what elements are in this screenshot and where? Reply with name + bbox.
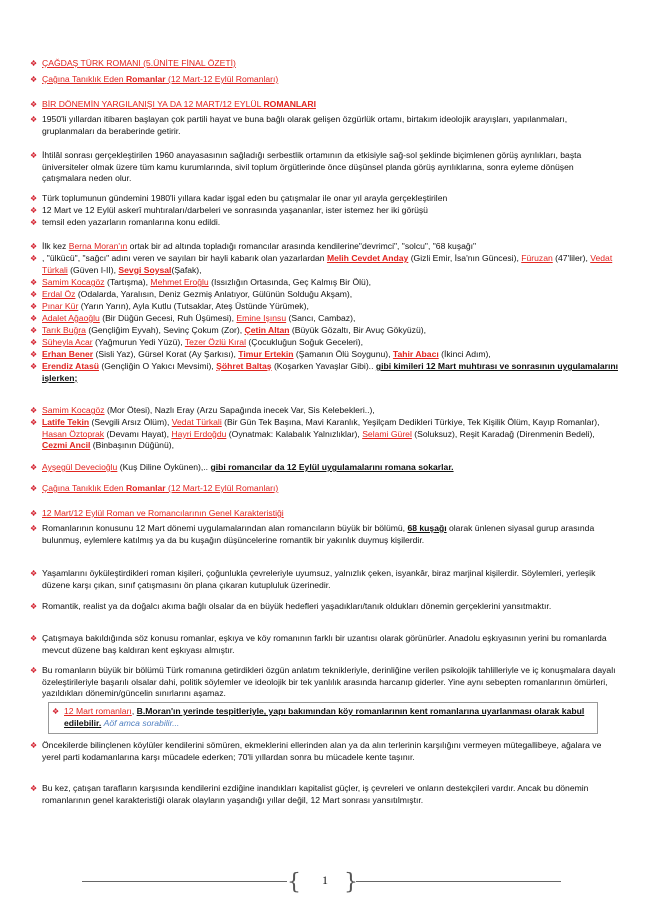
diamond-bullet-icon: ❖ (30, 509, 38, 518)
text-run: Romantik, realist ya da doğalcı akıma bağlı olsalar da en büyük hedefleri yaşadıkları/tanık oldukları dönemin gerçeklerini yansıtmaktır. (42, 601, 552, 611)
text-run: (Şamanın Ölü Soygunu), (293, 349, 393, 359)
text-run: Öncekilerde bilinçlenen köylüler kendilerini sömüren, ekmeklerini ellerinden alan ya da alın terlerinin karşılığını vermeyen mütegallibeye, ağalara ve yerel parti kodamanlarına karşı mücadele ederken; 70'li yıllardan sonra bu mücadele kente taşınır. (42, 740, 602, 762)
diamond-bullet-icon: ❖ (30, 524, 38, 533)
highlighted-text: BİR DÖNEMİN YARGILANIŞI YA DA 12 MART/12 EYLÜL (42, 99, 264, 109)
diamond-bullet-icon: ❖ (30, 115, 38, 124)
diamond-bullet-icon: ❖ (52, 707, 60, 716)
bullet-text (42, 150, 620, 185)
text-run: (Güven I-II), (67, 264, 119, 275)
text-run: (Yağmurun Yedi Yüzü), (92, 337, 185, 347)
bullet-text (42, 405, 620, 417)
bullet-item (30, 193, 620, 205)
diamond-bullet-icon: ❖ (30, 326, 38, 335)
bullet-text (42, 205, 620, 217)
diamond-bullet-icon: ❖ (30, 59, 38, 68)
highlighted-text: Tezer Özlü Kıral (184, 337, 246, 347)
bullet-item (30, 74, 620, 86)
diamond-bullet-icon: ❖ (30, 278, 38, 287)
text-run: Türk toplumunun gündemini 1980'li yıllara kadar işgal eden bu çatışmalar ile onar yıl arayla gerçekleştirilen (42, 193, 448, 203)
bullet-item (30, 483, 620, 495)
highlighted-text: Erhan Bener (42, 349, 94, 359)
bullet-text (42, 361, 620, 384)
text-run: Çatışmaya bakıldığında söz konusu romanlar, eşkıya ve köy romanının farklı bir uzantısı olarak görünürler. Anadolu eşkıyasının yerini bu romanlarda mevcut düzene baş kaldıran kent eşkıyası almıştır. (42, 633, 607, 655)
diamond-bullet-icon: ❖ (30, 206, 38, 215)
bullet-text (42, 462, 620, 474)
text-run: (Devamı Hayat), (104, 428, 172, 439)
text-run: olarak ünlenen siyasal gurup arasında bulunmuş, eylemlere katılmış ya da bu kuşağın düşüncelerine romantik bir yakınlık duymuş kişilerdir. (42, 523, 595, 545)
bullet-item (52, 706, 620, 729)
bullet-text (42, 241, 620, 253)
bullet-item (30, 217, 620, 229)
text-run: (Gençliğim Eyvah), Sevinç Çokum (Zor), (85, 325, 245, 335)
diamond-bullet-icon: ❖ (30, 666, 38, 675)
text-run: (Oynatmak: Kalabalık Yalnızlıklar), (226, 428, 363, 439)
diamond-bullet-icon: ❖ (30, 194, 38, 203)
bullet-text (42, 633, 620, 656)
bullet-text (42, 325, 620, 337)
footer-brace-left: { (287, 870, 301, 895)
highlighted-text: Çetin Altan (244, 325, 290, 335)
text-run: İhtilâl sonrası gerçekleştirilen 1960 anayasasının sağladığı serbestlik ortamının da etkisiyle sağ-sol şeklinde biçimlenen görüş ayrılıkları, başta üniversiteler olmak üzere tüm kamu kurumlarında, sivil toplum örgütlerinde önce düşünsel planda görüş ayrılıklarına, sonra eyleme dönüşen çatışmalara neden olur. (42, 150, 582, 184)
bullet-item (30, 508, 620, 520)
highlighted-text: Tarık Buğra (42, 325, 86, 335)
highlighted-text: Hasan Öztoprak (42, 428, 105, 439)
bullet-text (42, 277, 620, 289)
text-run: 1950'li yıllardan itibaren başlayan çok partili hayat ve buna bağlı olarak gelişen özgürlük ortamı, birtakım ideolojik arayışları, yapılanmaları, gruplanmaları da beraberinde getirir. (42, 114, 568, 136)
bullet-item (30, 349, 620, 361)
bullet-text (42, 217, 620, 229)
diamond-bullet-icon: ❖ (30, 463, 38, 472)
highlighted-text: gibi kimileri 12 Mart muhtırası ve sonrasının uygulamalarını işlerken; (42, 361, 618, 383)
bullet-item (30, 313, 620, 325)
highlighted-text: Romanlar (125, 74, 166, 84)
text-run: (Büyük Gözaltı, Bir Avuç Gökyüzü), (289, 325, 426, 335)
bullet-item (30, 405, 620, 417)
diamond-bullet-icon: ❖ (30, 406, 38, 415)
highlighted-text: Romanlar (125, 483, 166, 493)
highlighted-text: Melih Cevdet Anday (326, 253, 409, 263)
bullet-text (64, 706, 620, 729)
bullet-item (30, 417, 620, 452)
highlighted-text: ÇAĞDAŞ TÜRK ROMANI (5.ÜNİTE FİNAL ÖZETİ) (42, 58, 236, 68)
diamond-bullet-icon: ❖ (30, 75, 38, 84)
highlighted-text: gibi romancılar da 12 Eylül uygulamalarını romana sokarlar. (210, 462, 454, 472)
bullet-item (30, 462, 620, 474)
diamond-bullet-icon: ❖ (30, 100, 38, 109)
bullet-item (30, 601, 620, 613)
highlighted-text: Adalet Ağaoğlu (42, 313, 100, 323)
text-run: temsil eden yazarların romanlarına konu edildi. (42, 217, 221, 227)
highlighted-text: Pınar Kür (42, 301, 79, 311)
text-run: (Soluksuz), Reşit Karadağ (Direnmenin Bedeli), (411, 428, 595, 439)
highlighted-text: Süheyla Acar (42, 337, 93, 347)
text-run: (Odalarda, Yaralısın, Deniz Gezmiş Anlatıyor, Gülünün Solduğu Akşam), (75, 289, 353, 299)
text-run: İlk kez (42, 241, 69, 251)
bullet-item (30, 665, 620, 700)
text-run: (Mor Ötesi), Nazlı Eray (Arzu Sapağında inecek Var, Sis Kelebekleri..), (104, 405, 375, 415)
highlighted-text: 12 Mart romanları (64, 706, 132, 716)
highlighted-text: Vedat Türkali (171, 417, 222, 427)
bullet-text (42, 74, 620, 86)
bullet-text (42, 301, 620, 313)
text-run: (Yarın Yarın), Ayla Kutlu (Tutsaklar, Ateş Üstünde Yürümek), (78, 301, 309, 311)
highlighted-text: B.Moran'ın yerinde tespitleriyle, yapı bakımından köy romanlarının kent romanlarına uyarlanması olarak kabul edilebilir. (64, 706, 585, 728)
diamond-bullet-icon: ❖ (30, 418, 38, 427)
bullet-item (30, 337, 620, 349)
highlighted-text: (12 Mart-12 Eylül Romanları) (165, 483, 279, 493)
bullet-text (42, 253, 620, 276)
highlighted-text: Erendiz Atasü (42, 361, 99, 371)
highlighted-text: Hayri Erdoğdu (171, 428, 227, 439)
highlighted-text: 12 Mart/12 Eylül Roman ve Romancılarının Genel Karakteristiği (42, 508, 284, 518)
diamond-bullet-icon: ❖ (30, 569, 38, 578)
bullet-item (30, 99, 620, 111)
highlighted-text: Şöhret Baltaş (216, 361, 272, 371)
bullet-text (42, 568, 620, 591)
diamond-bullet-icon: ❖ (30, 602, 38, 611)
highlighted-text: Vedat Türkali (42, 253, 613, 275)
text-run: (Tartışma), (104, 277, 151, 287)
text-run: , "ülkücü", "sağcı" adını veren ve sayıları bir hayli kabarık olan yazarlardan (42, 253, 327, 263)
bullet-text (42, 523, 620, 546)
diamond-bullet-icon: ❖ (30, 314, 38, 323)
highlighted-text: Tahir Abacı (392, 349, 439, 359)
bullet-text (42, 508, 620, 520)
bullet-text (42, 313, 620, 325)
bullet-item (30, 277, 620, 289)
bullet-text (42, 483, 620, 495)
text-run: 12 Mart ve 12 Eylül askerî muhtıraları/darbeleri ve sonrasında yaşananlar, ister istemez her iki görüşü (42, 205, 428, 215)
bullet-text (42, 193, 620, 205)
text-run: Bu romanların büyük bir bölümü Türk romanına getirdikleri özgün anlatım teknikleriyle, derinliğine verilen psikolojik tahlilleriyle ve iç konuşmalara dayalı özeleştirileriyle başarılı olsalar dahi, politik söylemler ve ideolojik bir tek yanlılık arasında harcanıp giderler. Yine aynı sebepten romanlarının ömürleri, yazıldıkları dönemin/güncelin sınırlarını aşamaz. (42, 665, 616, 699)
highlighted-text: Samim Kocagöz (42, 405, 105, 415)
text-run: ortak bir ad altında topladığı romancılar arasında kendilerine"devrimci", "solcu", "68 kuşağı" (127, 241, 477, 251)
diamond-bullet-icon: ❖ (30, 290, 38, 299)
highlighted-text: Çağına Tanıklık Eden (42, 74, 126, 84)
text-run: (Bir Düğün Gecesi, Ruh Üşümesi), (99, 313, 237, 323)
bullet-item (30, 740, 620, 763)
highlighted-text: Erdal Öz (42, 289, 76, 299)
highlighted-text: Füruzan (521, 253, 553, 263)
highlighted-text: Samim Kocagöz (42, 277, 105, 287)
footer-brace-right: } (344, 870, 358, 895)
bullet-text (42, 337, 620, 349)
text-run: Bu kez, çatışan tarafların karşısında kendilerini ezdiğine inandıkları kapitalist güçler, iş çevreleri ve onların destekçileri vardır. Ancak bu dönemin romanlarının genel karakteristiği olarak olayların yaşandığı yıllar değil, 12 Mart sonrası yansıtılmıştır. (42, 783, 589, 805)
bullet-item (30, 783, 620, 806)
highlighted-text: Cezmi Ancil (42, 440, 91, 451)
highlighted-text: ROMANLARI (263, 99, 316, 109)
highlighted-text: Aöf amca sorabilir... (103, 717, 180, 728)
highlighted-text: Ayşegül Devecioğlu (42, 462, 118, 472)
diamond-bullet-icon: ❖ (30, 302, 38, 311)
text-run: (Sancı, Cambaz), (286, 313, 356, 323)
highlighted-text: Latife Tekin (42, 417, 90, 427)
bullet-item (30, 150, 620, 185)
text-run: (Kuş Diline Öykünen),.. (117, 462, 211, 472)
bullet-item (30, 253, 620, 276)
highlighted-text: Çağına Tanıklık Eden (42, 483, 126, 493)
bullet-item (30, 58, 620, 70)
diamond-bullet-icon: ❖ (30, 484, 38, 493)
highlighted-text: Selami Gürel (362, 428, 412, 439)
highlighted-text: Mehmet Eroğlu (150, 277, 209, 287)
bullet-item (30, 568, 620, 591)
diamond-bullet-icon: ❖ (30, 151, 38, 160)
bullet-text (42, 417, 620, 452)
bullet-text (42, 665, 620, 700)
bullet-item (30, 114, 620, 137)
diamond-bullet-icon: ❖ (30, 350, 38, 359)
diamond-bullet-icon: ❖ (30, 338, 38, 347)
text-run: (Gençliğin O Yakıcı Mevsimi), (98, 361, 217, 371)
diamond-bullet-icon: ❖ (30, 242, 38, 251)
text-run: (Koşarken Yavaşlar Gibi).. (271, 361, 376, 371)
diamond-bullet-icon: ❖ (30, 218, 38, 227)
text-run: (İkinci Adım), (438, 349, 491, 359)
text-run: (Şafak), (171, 264, 202, 275)
highlighted-text: Berna Moran'ın (68, 241, 128, 251)
diamond-bullet-icon: ❖ (30, 362, 38, 371)
bullet-item (30, 523, 620, 546)
text-run: (Issızlığın Ortasında, Geç Kalmış Bir Ölü), (208, 277, 372, 287)
text-run: , (131, 706, 137, 716)
text-run: (Bir Gün Tek Başına, Mavi Karanlık, Yeşilçam Dedikleri Türkiye, Tek Kişilik Ölüm, Kayıp Romanlar), (221, 417, 600, 427)
bullet-text (42, 783, 620, 806)
diamond-bullet-icon: ❖ (30, 254, 38, 263)
highlighted-text: (12 Mart-12 Eylül Romanları) (165, 74, 279, 84)
bullet-text (42, 114, 620, 137)
text-run: Yaşamlarını öyküleştirdikleri roman kişileri, çoğunlukla çevreleriyle uyumsuz, yalnızlık çeken, isyankâr, biraz marjinal kişilerdir. Söylemleri, yerleşik düzene karşı çıkan, sınıf çatışmasını ön plana çıkaran kutupluluk üzerinedir. (42, 568, 596, 590)
bullet-text (42, 740, 620, 763)
bullet-item (30, 633, 620, 656)
text-run: (Binbaşının Düğünü), (90, 440, 174, 451)
bullet-item (30, 361, 620, 384)
text-run: Romanlarının konusunu 12 Mart dönemi uygulamalarından alan romancıların büyük bir bölümü, (42, 523, 408, 533)
text-run: (Gizli Emir, İsa'nın Güncesi), (408, 253, 522, 263)
diamond-bullet-icon: ❖ (30, 634, 38, 643)
bullet-item (30, 205, 620, 217)
bullet-item (30, 289, 620, 301)
diamond-bullet-icon: ❖ (30, 784, 38, 793)
diamond-bullet-icon: ❖ (30, 741, 38, 750)
highlighted-text: Timur Ertekin (238, 349, 294, 359)
text-run: (47'liler), (552, 253, 591, 263)
bullet-text (42, 58, 620, 70)
bullet-text (42, 601, 620, 613)
highlighted-text: 68 kuşağı (407, 523, 447, 533)
highlighted-text: Emine Işınsu (236, 313, 287, 323)
text-run: (Çocukluğun Soğuk Geceleri), (246, 337, 364, 347)
text-run: (Sevgili Arsız Ölüm), (89, 417, 172, 427)
bullet-text (42, 289, 620, 301)
bullet-text (42, 349, 620, 361)
highlighted-text: Sevgi Soysal (118, 264, 172, 275)
bullet-text (42, 99, 620, 111)
bullet-item (30, 325, 620, 337)
text-run: (Sisli Yaz), Gürsel Korat (Ay Şarkısı), (93, 349, 239, 359)
bullet-item (30, 241, 620, 253)
page-number: 1 (322, 873, 328, 887)
bullet-item (30, 301, 620, 313)
